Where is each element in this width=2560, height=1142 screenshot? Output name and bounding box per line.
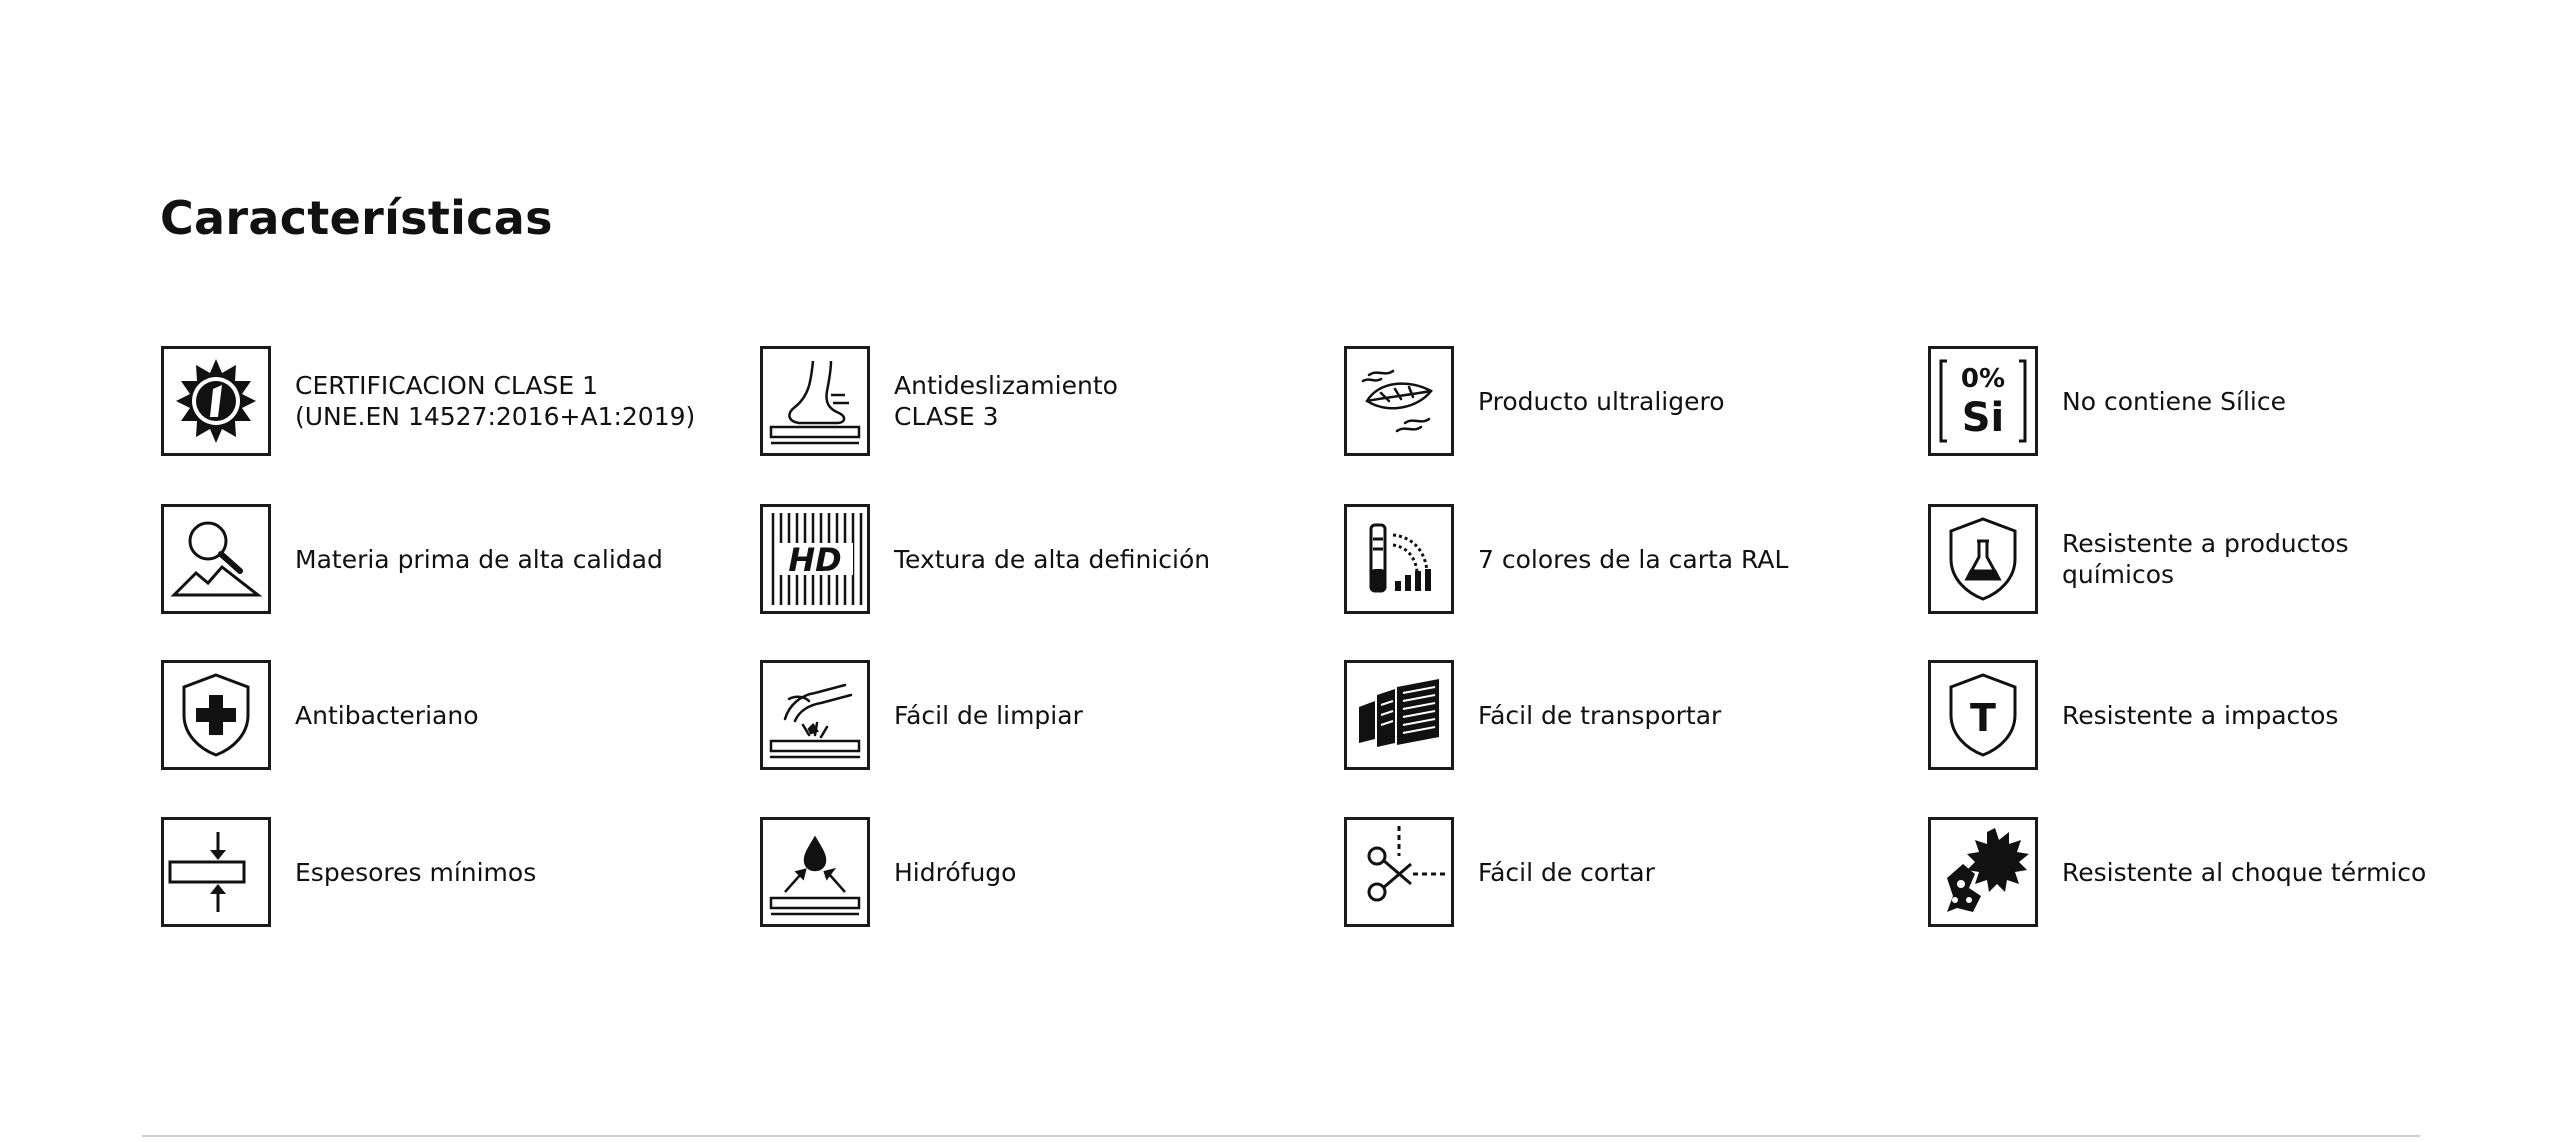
- hd-texture-icon: [760, 504, 870, 614]
- easy-clean-hand-icon: [760, 660, 870, 770]
- badge-bottom: Si: [1961, 395, 2005, 441]
- feature-item: [760, 660, 1083, 770]
- feature-item: [1928, 817, 2426, 927]
- feature-label: Antibacteriano: [295, 700, 479, 730]
- feature-item: [1928, 660, 2338, 770]
- impact-shield-icon: [1928, 660, 2038, 770]
- feature-label: 7 colores de la carta RAL: [1478, 544, 1789, 574]
- feature-item: [1344, 817, 1655, 927]
- ral-color-chart-icon: [1344, 504, 1454, 614]
- feature-item: [760, 346, 1118, 456]
- feature-label: Materia prima de alta calidad: [295, 544, 663, 574]
- anti-slip-foot-icon: [760, 346, 870, 456]
- chemical-shield-icon: [1928, 504, 2038, 614]
- water-repellent-drop-icon: [760, 817, 870, 927]
- feature-label: Hidrófugo: [894, 857, 1017, 887]
- feature-item: [161, 346, 695, 456]
- badge-text: T: [1970, 696, 1996, 740]
- feature-item: [1344, 504, 1788, 614]
- feature-item: [760, 817, 1016, 927]
- feature-item: [1928, 504, 2349, 614]
- stacked-panels-transport-icon: [1344, 660, 1454, 770]
- certification-class-1-icon: [161, 346, 271, 456]
- antibacterial-shield-icon: [161, 660, 271, 770]
- badge-top: 0%: [1960, 364, 2006, 394]
- feature-label: Resistente a impactos: [2062, 700, 2339, 730]
- feature-label: Fácil de cortar: [1478, 857, 1655, 887]
- feature-item: [161, 660, 479, 770]
- feature-item: [161, 817, 536, 927]
- feature-label: Fácil de limpiar: [894, 700, 1083, 730]
- feature-item: [1928, 346, 2286, 456]
- minimum-thickness-icon: [161, 817, 271, 927]
- zero-percent-silica-icon: [1928, 346, 2038, 456]
- feature-item: [760, 504, 1210, 614]
- feature-label: Antideslizamiento CLASE 3: [894, 371, 1118, 431]
- feature-item: [1344, 346, 1725, 456]
- magnifier-mountain-icon: [161, 504, 271, 614]
- feature-label: Espesores mínimos: [295, 857, 537, 887]
- thermal-shock-icon: [1928, 817, 2038, 927]
- feather-lightweight-icon: [1344, 346, 1454, 456]
- badge-text: HD: [788, 541, 842, 579]
- feature-label: Producto ultraligero: [1478, 386, 1725, 416]
- feature-label: CERTIFICACION CLASE 1 (UNE.EN 14527:2016+A1:2019): [295, 371, 696, 431]
- section-divider: [142, 1135, 2420, 1137]
- section-title: Características: [160, 191, 553, 245]
- feature-label: Resistente al choque térmico: [2062, 857, 2427, 887]
- feature-item: [1344, 660, 1721, 770]
- feature-label: No contiene Sílice: [2062, 386, 2286, 416]
- feature-label: Textura de alta definición: [894, 544, 1211, 574]
- scissors-cut-icon: [1344, 817, 1454, 927]
- feature-label: Resistente a productos químicos: [2062, 529, 2349, 589]
- feature-label: Fácil de transportar: [1478, 700, 1722, 730]
- feature-item: [161, 504, 663, 614]
